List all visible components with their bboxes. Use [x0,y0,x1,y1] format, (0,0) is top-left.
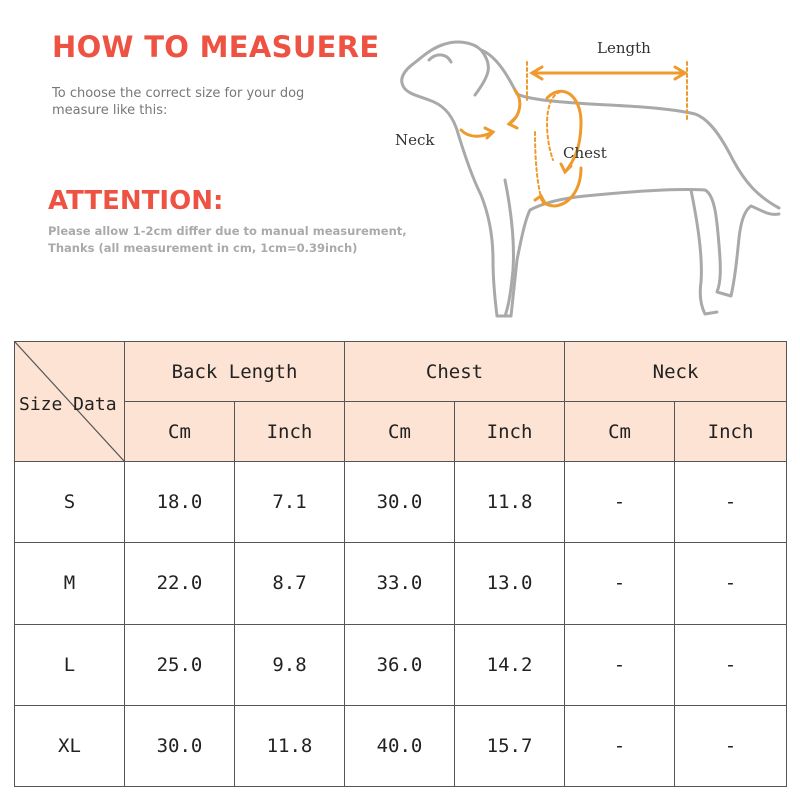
group-header-back-length: Back Length [125,342,345,402]
intro-line: To choose the correct size for your dog [52,86,305,101]
value-cell: - [675,624,787,705]
value-cell: 18.0 [125,462,235,543]
note-line: Thanks (all measurement in cm, 1cm=0.39inch) [48,241,358,255]
note-line: Please allow 1-2cm differ due to manual measurement, [48,224,407,238]
value-cell: 30.0 [345,462,455,543]
intro-text [52,85,304,119]
group-header-chest: Chest [345,342,565,402]
value-cell: 40.0 [345,705,455,786]
size-chart-table [14,341,787,787]
size-cell: L [15,624,125,705]
size-cell: XL [15,705,125,786]
value-cell: - [565,543,675,624]
attention-note [48,223,407,257]
value-cell: 25.0 [125,624,235,705]
value-cell: 7.1 [235,462,345,543]
corner-header-cell [15,342,125,462]
dog-outline [402,42,779,316]
corner-label: Size Data [19,394,117,415]
value-cell: 9.8 [235,624,345,705]
table-row [15,624,787,705]
value-cell: 36.0 [345,624,455,705]
page-title: HOW TO MEASUERE [52,30,380,64]
table-row [15,462,787,543]
value-cell: 11.8 [235,705,345,786]
value-cell: 33.0 [345,543,455,624]
unit-header: Cm [345,402,455,462]
unit-header: Inch [235,402,345,462]
value-cell: - [675,705,787,786]
value-cell: 8.7 [235,543,345,624]
intro-line: measure like this: [52,103,168,118]
unit-header-row [15,402,787,462]
chest-label: Chest [563,144,607,162]
attention-heading: ATTENTION: [48,186,224,216]
unit-header: Cm [125,402,235,462]
neck-label: Neck [395,131,435,149]
value-cell: 14.2 [455,624,565,705]
table-row [15,705,787,786]
value-cell: - [565,705,675,786]
unit-header: Inch [455,402,565,462]
group-header-row [15,342,787,402]
value-cell: 30.0 [125,705,235,786]
group-header-neck: Neck [565,342,787,402]
dog-measurement-diagram [385,20,785,325]
value-cell: - [675,543,787,624]
value-cell: - [565,462,675,543]
value-cell: 22.0 [125,543,235,624]
table-row [15,543,787,624]
value-cell: - [565,624,675,705]
value-cell: 11.8 [455,462,565,543]
value-cell: - [675,462,787,543]
value-cell: 13.0 [455,543,565,624]
value-cell: 15.7 [455,705,565,786]
size-cell: S [15,462,125,543]
length-label: Length [597,39,651,57]
unit-header: Inch [675,402,787,462]
size-cell: M [15,543,125,624]
measure-markers [461,62,687,206]
unit-header: Cm [565,402,675,462]
